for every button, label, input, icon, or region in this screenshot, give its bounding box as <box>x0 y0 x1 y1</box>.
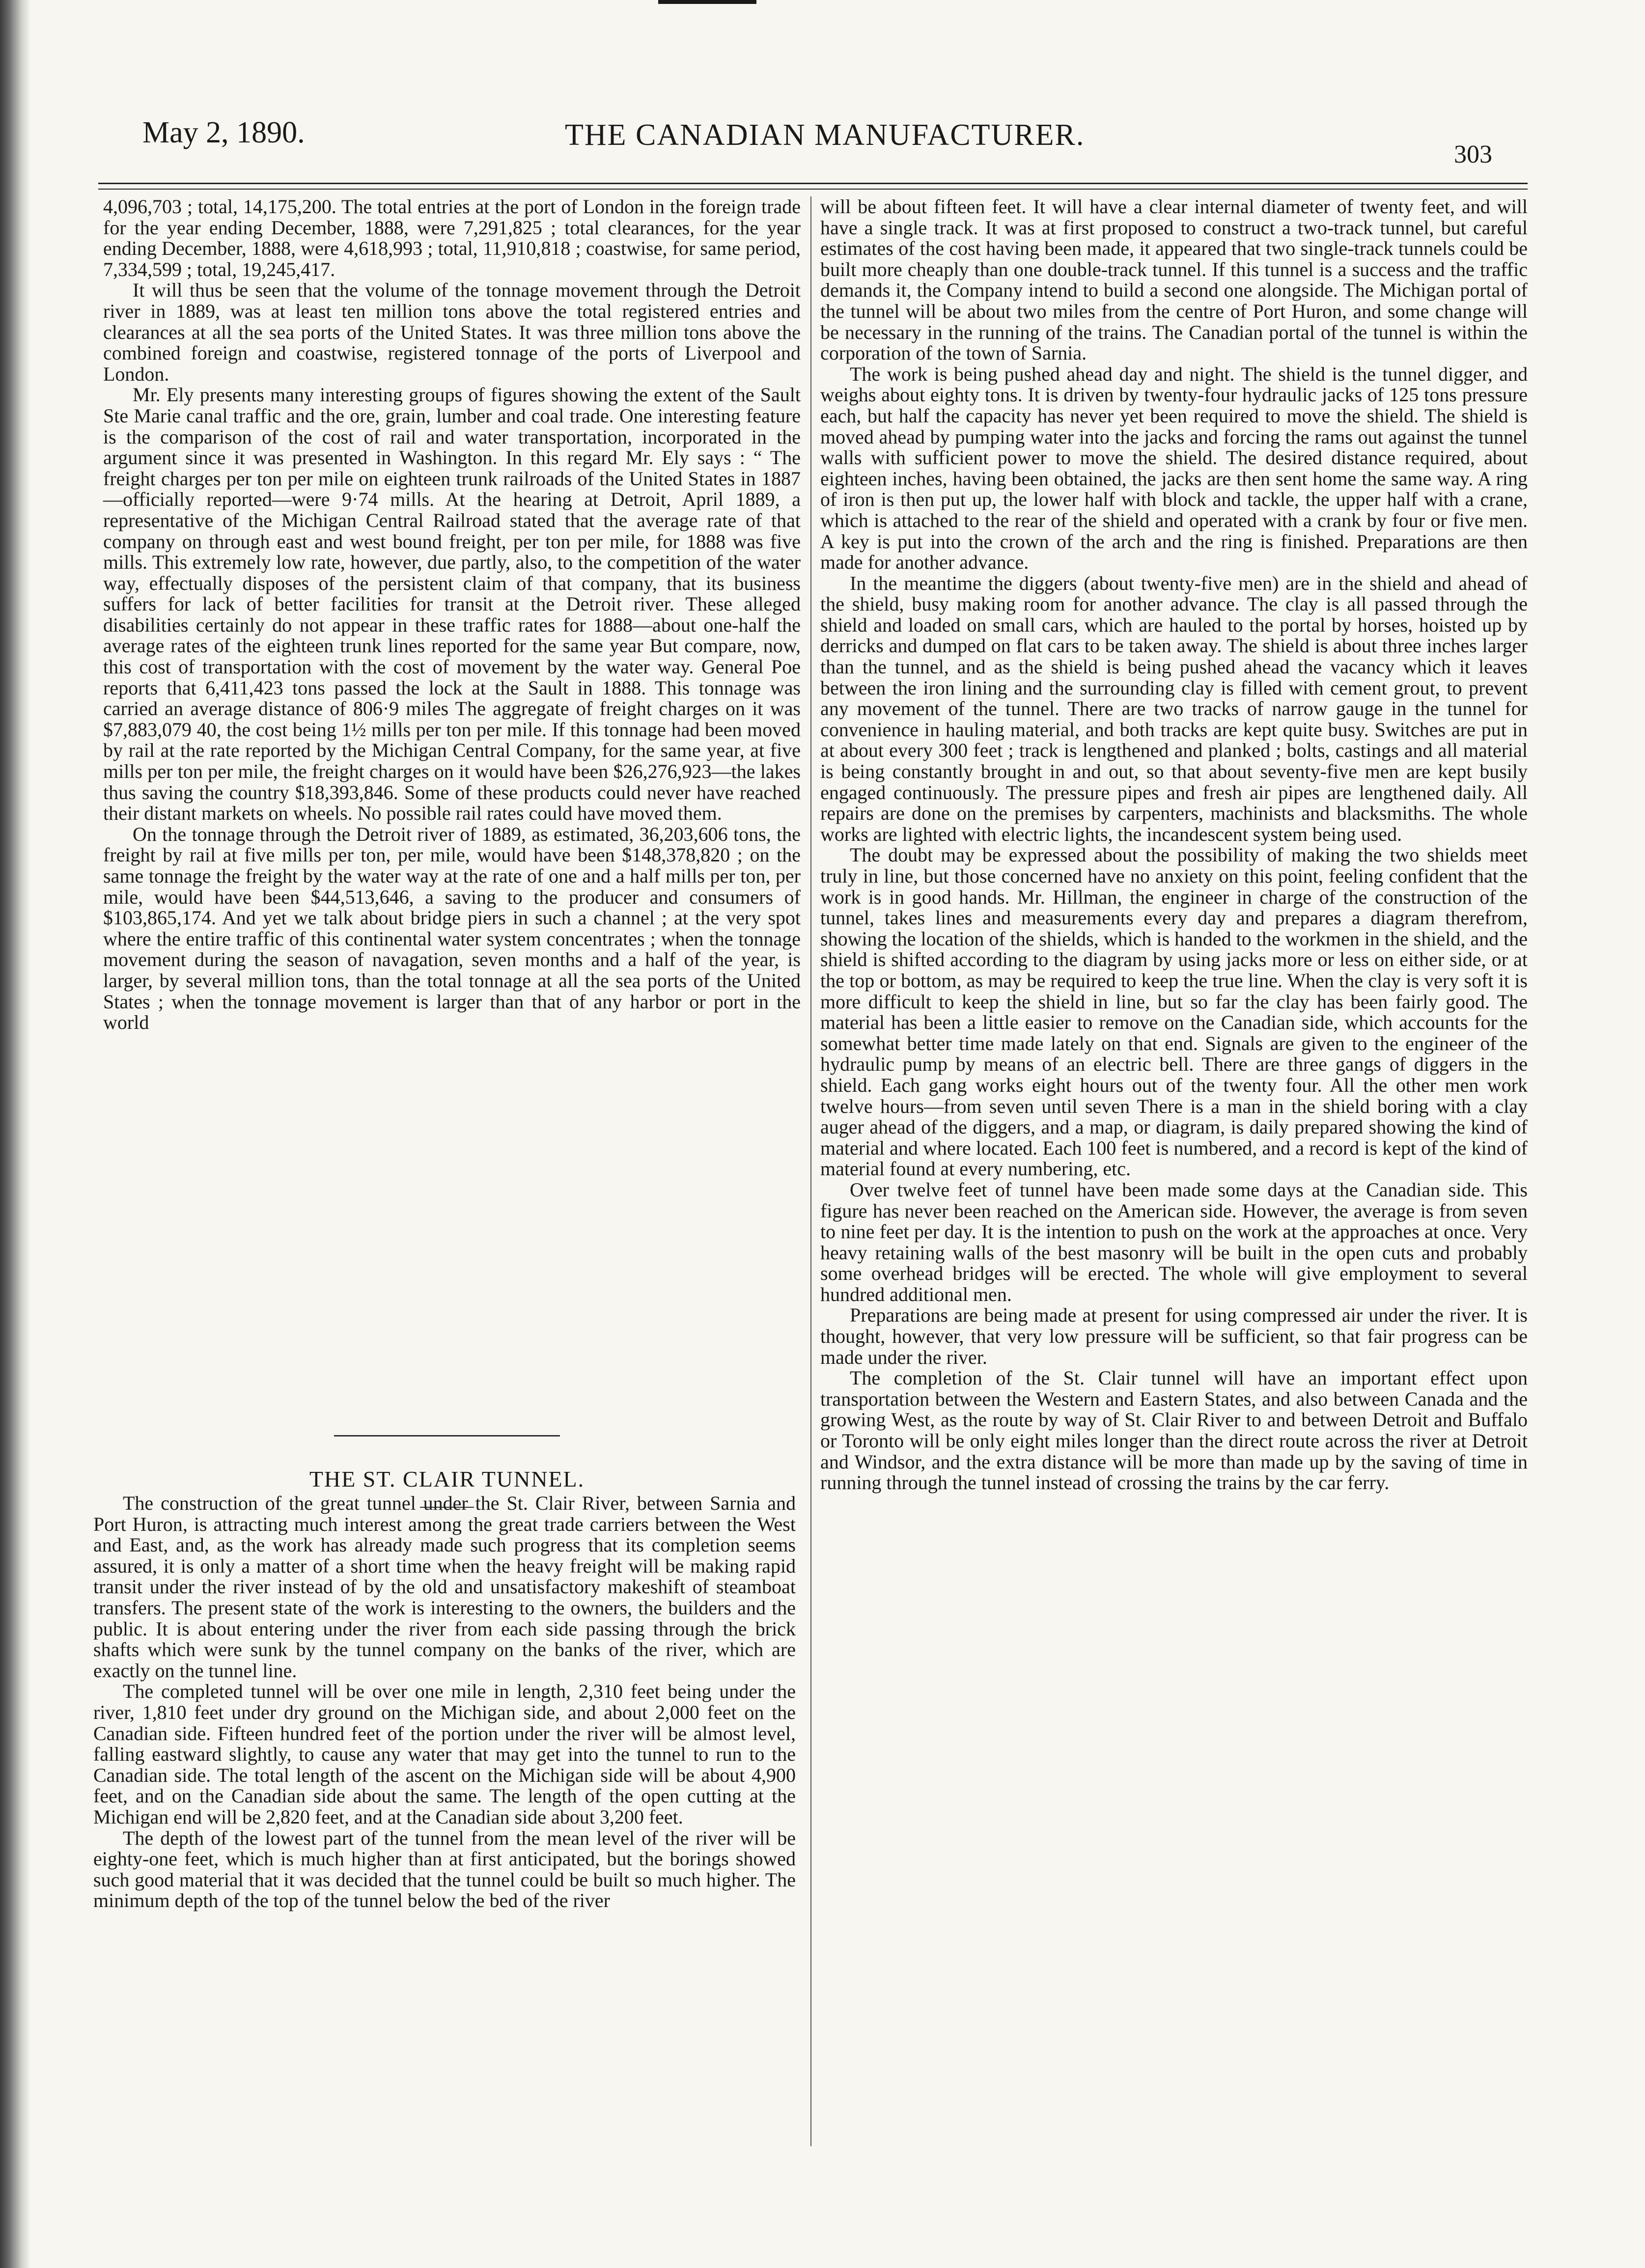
paragraph: It will thus be seen that the volume of the tonnage movement through the Detroit river in 1889, was at least ten million tons above the total registered entries and clearances at all the sea ports of the United States. It was three million tons above the combined foreign and coastwise, registered tonnage of the ports of Liverpool and London. <box>103 279 801 385</box>
binding-spine <box>0 0 30 2268</box>
paragraph: The depth of the lowest part of the tunnel from the mean level of the river will be eighty-one feet, which is much higher than at first anticipated, but the borings showed such good material that it was decided that the tunnel could be built so much higher. The minimum depth of the top of the tunnel below the bed of the river <box>93 1826 796 1912</box>
left-column-article <box>103 196 801 1033</box>
section-title: THE ST. CLAIR TUNNEL. <box>309 1466 585 1492</box>
header-rule-bottom <box>98 189 1528 190</box>
paragraph: The construction of the great tunnel under the St. Clair River, between Sarnia and Port Huron, is attracting much interest among the great trade carriers between the West and East, and, as the work has already made such progress that its completion seems assured, it is only a matter of a short time when the heavy freight will be making rapid transit under the river instead of by the old and unsatisfactory makeshift of steamboat transfers. The present state of the work is interesting to the owners, the builders and the public. It is about entering under the river from each side passing through the brick shafts which were sunk by the tunnel company on the banks of the river, which are exactly on the tunnel line. <box>93 1492 796 1682</box>
page-header <box>0 0 1645 196</box>
column-divider <box>810 196 811 2146</box>
publication-title: THE CANADIAN MANUFACTURER. <box>565 118 1085 152</box>
paragraph: Mr. Ely presents many interesting groups of figures showing the extent of the Sault Ste Marie canal traffic and the ore, grain, lumber and coal trade. One interesting feature is the comparison of the cost of rail and water transportation, incorporated in the argument since it was presented in Washington. In this regard Mr. Ely says : “ The freight charges per ton per mile on eighteen trunk railroads of the United States in 1887—officially reported—were 9·74 mills. At the hearing at Detroit, April 1889, a representative of the Michigan Central Railroad stated that the average rate of that company on through east and west bound freight, per ton per mile, for 1888 was five mills. This extremely low rate, however, due partly, also, to the competition of the water way, effectually disposes of the persistent claim of that company, that its business suffers for lack of better facilities for transit at the Detroit river. These alleged disabilities certainly do not appear in these traffic rates for 1888—about one-half the average rates of the eighteen trunk lines reported for the same year But compare, now, this cost of transportation with the cost of movement by the water way. General Poe reports that 6,411,423 tons passed the lock at the Sault in 1888. This tonnage was carried an average distance of 806·9 miles The aggregate of freight charges on it was $7,883,079 40, the cost being 1½ mills per ton per mile. If this tonnage had been moved by rail at the rate reported by the Michigan Central Company, for the same year, at five mills per ton per mile, the freight charges on it would have been $26,276,923—the lakes thus saving the country $18,393,846. Some of these products could never have reached their distant markets on wheels. No possible rail rates could have moved them. <box>103 384 801 825</box>
st-clair-tunnel-article-continued <box>820 196 1528 1494</box>
paragraph: will be about fifteen feet. It will have a clear internal diameter of twenty feet, and will have a single track. It was at first proposed to construct a two-track tunnel, but careful estimates of the cost having been made, it appeared that two single-track tunnels could be built more cheaply than one double-track tunnel. If this tunnel is a success and the traffic demands it, the Company intend to build a second one alongside. The Michigan portal of the tunnel will be about two miles from the centre of Port Huron, and some change will be necessary in the running of the trains. The Canadian portal of the tunnel is within the corporation of the town of Sarnia. <box>820 195 1528 364</box>
paragraph: 4,096,703 ; total, 14,175,200. The total entries at the port of London in the foreign trade for the year ending December, 1888, were 7,291,825 ; total clearances, for the year ending December, 1888, were 4,618,993 ; total, 11,910,818 ; coastwise, for same period, 7,334,599 ; total, 19,245,417. <box>103 195 801 280</box>
page-number: 303 <box>1454 140 1492 168</box>
paragraph: On the tonnage through the Detroit river of 1889, as estimated, 36,203,606 tons, the freight by rail at five mills per ton, per mile, would have been $148,378,820 ; on the same tonnage the freight by the water way at the rate of one and a half mills per ton, per mile, would have been $44,513,646, a saving to the producer and consumers of $103,865,174. And yet we talk about bridge piers in such a channel ; at the very spot where the entire traffic of this continental water system concentrates ; when the tonnage movement during the season of navagation, seven months and a half of the year, is larger, by several million tons, than the total tonnage at all the sea ports of the United States ; when the tonnage movement is larger than that of any harbor or port in the world <box>103 823 801 1034</box>
header-rule-top <box>98 183 1528 184</box>
paragraph: The completed tunnel will be over one mile in length, 2,310 feet being under the river, 1,810 feet under dry ground on the Michigan side, and about 2,000 feet on the Canadian side. Fifteen hundred feet of the portion under the river will be almost level, falling eastward slightly, to cause any water that may get into the tunnel to run to the Canadian side. The total length of the ascent on the Michigan side will be about 4,900 feet, and on the Canadian side about the same. The length of the open cutting at the Michigan end will be 2,820 feet, and at the Canadian side about 3,200 feet. <box>93 1680 796 1828</box>
paragraph: The doubt may be expressed about the possibility of making the two shields meet truly in line, but those concerned have no anxiety on this point, feeling confident that the work is in good hands. Mr. Hillman, the engineer in charge of the construction of the tunnel, takes lines and measurements every day and prepares a diagram therefrom, showing the location of the shields, which is handed to the workmen in the shield, and the shield is shifted according to the diagram by using jacks more or less on either side, or at the top or bottom, as may be required to keep the true line. When the clay is very soft it is more difficult to keep the shield in line, but so far the clay has been fairly good. The material has been a little easier to remove on the Canadian side, which accounts for the somewhat better time made lately on that end. Signals are given to the engineer of the hydraulic pump by means of an electric bell. There are three gangs of diggers in the shield. Each gang works eight hours out of the twenty four. All the other men work twelve hours—from seven until seven There is a man in the shield boring with a clay auger ahead of the diggers, and a map, or diagram, is daily prepared showing the kind of material and where located. Each 100 feet is numbered, and a record is kept of the kind of material found at every numbering, etc. <box>820 844 1528 1180</box>
paragraph: Preparations are being made at present for using compressed air under the river. It is thought, however, that very low pressure will be sufficient, so that fair progress can be made under the river. <box>820 1304 1528 1368</box>
paragraph: The work is being pushed ahead day and night. The shield is the tunnel digger, and weighs about eighty tons. It is driven by twenty-four hydraulic jacks of 125 tons pressure each, but half the capacity has never yet been required to move the shield. The shield is moved ahead by pumping water into the jacks and forcing the rams out against the tunnel walls with sufficient power to move the shield. The desired distance required, about eighteen inches, having been obtained, the jacks are then sent home the same way. A ring of iron is then put up, the lower half with block and tackle, the upper half with a crane, which is attached to the rear of the shield and operated with a crank by four or five men. A key is put into the crown of the arch and the ring is finished. Preparations are then made for another advance. <box>820 362 1528 574</box>
paragraph: The completion of the St. Clair tunnel will have an important effect upon transportation between the Western and Eastern States, and also between Canada and the growing West, as the route by way of St. Clair River to and between Detroit and Buffalo or Toronto will be only eight miles longer than the direct route across the river at Detroit and Windsor, and the extra distance will be more than made up by the saving of time in running through the tunnel instead of crossing the trains by the car ferry. <box>820 1367 1528 1494</box>
paragraph: In the meantime the diggers (about twenty-five men) are in the shield and ahead of the shield, busy making room for another advance. The clay is all passed through the shield and loaded on small cars, which are hauled to the portal by horses, hoisted up by derricks and dumped on flat cars to be taken away. The shield is about three inches larger than the tunnel, and as the shield is being pushed ahead the vacancy which it leaves between the iron lining and the surrounding clay is filled with cement grout, to prevent any movement of the tunnel. There are two tracks of narrow gauge in the tunnel for convenience in hauling material, and both tracks are kept quite busy. Switches are put in at about every 300 feet ; track is lengthened and planked ; bolts, castings and all material is being constantly brought in and out, so that about seventy-five men are kept busily engaged continuously. The pressure pipes and fresh air pipes are lengthened daily. All repairs are done on the premises by carpenters, machinists and blacksmiths. The whole works are lighted with electric lights, the incandescent system being used. <box>820 572 1528 845</box>
issue-date: May 2, 1890. <box>142 116 305 149</box>
st-clair-tunnel-article-start <box>93 1493 796 1911</box>
paragraph: Over twelve feet of tunnel have been made some days at the Canadian side. This figure has never been reached on the American side. However, the average is from seven to nine feet per day. It is the intention to push on the work at the approaches at once. Very heavy retaining walls of the best masonry will be built in the open cuts and probably some overhead bridges will be erected. The whole will give employment to several hundred additional men. <box>820 1178 1528 1305</box>
section-separator <box>334 1435 560 1437</box>
